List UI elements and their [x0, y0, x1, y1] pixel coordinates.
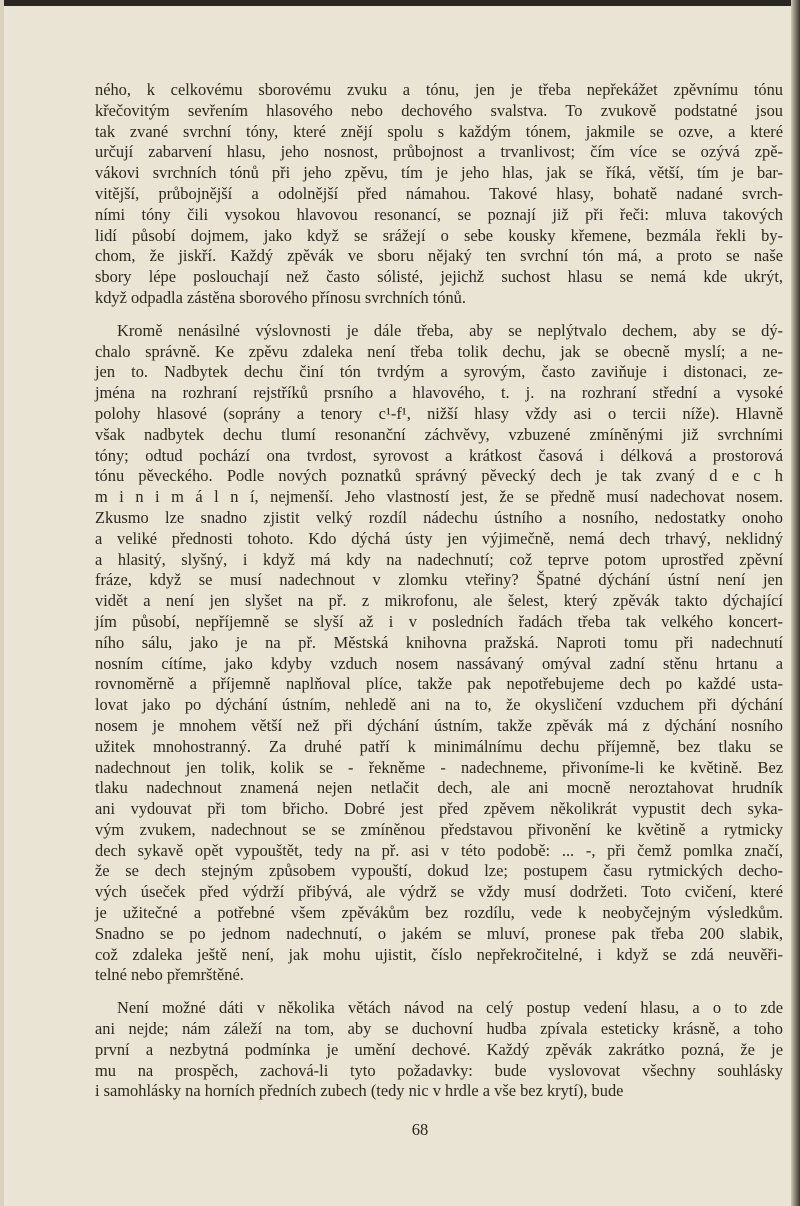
text-line: Kromě nenásilné výslovnosti je dále třeba, aby se neplýtvalo dechem, aby se dý- — [117, 320, 783, 340]
text-line: nadechnout jen tolik, kolik se - řekněme - nadechneme, přivoníme-li ke květině. Bez — [95, 757, 783, 777]
text-line: užitek mnohostranný. Za druhé patří k minimálnímu dechu příjemně, bez tlaku se — [95, 736, 783, 756]
text-line: polohy hlasové (soprány a tenory c¹-f¹, nižší hlasy vždy asi o tercii níže). Hlavně — [95, 403, 783, 423]
text-line: první a nezbytná podmínka je umění dechové. Každý zpěvák zakrátko pozná, že je — [95, 1039, 783, 1059]
paragraph — [95, 998, 783, 1102]
text-line: fráze, když se musí nadechnout v zlomku vteřiny? Špatné dýchání ústní není jen — [95, 570, 783, 590]
text-line: vým zvukem, nadechnout se se zmíněnou představou přivonění ke květině a rytmicky — [95, 819, 783, 839]
text-line: že se dech stejným způsobem vypouští, dokud lze; postupem času rytmických decho- — [95, 861, 783, 881]
text-line: však nadbytek dechu tlumí resonanční záchvěvy, vzbuzené zmíněnými již svrchními — [95, 424, 783, 444]
text-line: Snadno se po jednom nadechnutí, o jakém se mluví, pronese pak třeba 200 slabik, — [95, 923, 783, 943]
text-line: dech sykavě opět vypouštět, tedy na př. asi v této podobě: ... -, při čemž pomlka značí, — [95, 840, 783, 860]
text-line: a veliké přednosti tohoto. Kdo dýchá ústy jen výjimečně, nemá dech trhavý, neklidný — [95, 528, 783, 548]
text-line: ního sálu, jako je na př. Městská knihovna pražská. Naproti tomu při nadechnutí — [95, 632, 783, 652]
text-line: ními tóny čili vysokou hlavovou resonancí, se poznají již při řeči: mluva takových — [95, 204, 783, 224]
text-line: vých úseček před výdrží přibývá, ale výdrž se vždy musí dodržeti. Toto cvičení, které — [95, 882, 783, 902]
page-number: 68 — [411, 1120, 429, 1139]
text-line: ani nejde; nám záleží na tom, aby se duchovní hudba zpívala esteticky krásně, a toho — [95, 1019, 783, 1039]
text-line: vákovi svrchních tónů při jeho zpěvu, tím je jeho hlas, jak se říká, větší, tím je bar- — [95, 163, 783, 183]
text-line: když odpadla zástěna sborového přínosu svrchních tónů. — [95, 287, 466, 307]
text-line: m i n i m á l n í, nejmenší. Jeho vlastností jest, že se předně musí nadechovat nosem. — [95, 487, 783, 507]
scan-right-edge — [791, 0, 800, 1206]
text-line: tlaku nadechnout znamená nejen netlačit dech, ale ani mocně neroztahovat hrudník — [95, 778, 783, 798]
text-line: určují zabarvení hlasu, jeho nosnost, průbojnost a trvanlivost; čím více se ozývá zpě- — [95, 142, 783, 162]
text-line: nosem je mnohem větší než při dýchání ústním, takže zpěvák má z dýchání nosního — [95, 715, 783, 735]
text-line: tóny; odtud pochází ona tvrdost, syrovost a krátkost časová i délková a prostorová — [95, 445, 783, 465]
paragraph — [95, 321, 783, 987]
text-line: vidět a není jen slyšet na př. z mikrofonu, ale šelest, který zpěvák takto dýchající — [95, 591, 783, 611]
text-line: i samohlásky na horních předních zubech (tedy nic v hrdle a vše bez krytí), bude — [95, 1081, 624, 1101]
text-line: jména na rozhraní rejstříků prsního a hlavového, t. j. na rozhraní střední a vysoké — [95, 383, 783, 403]
text-line: je užitečné a potřebné všem zpěvákům bez rozdílu, vede k neobyčejným výsledkům. — [95, 903, 783, 923]
text-line: mu na prospěch, zachová-li tyto požadavky: bude vyslovovat všechny souhlásky — [95, 1060, 783, 1080]
paragraph — [95, 80, 783, 309]
text-line: rovnoměrně a příjemně naplňoval plíce, takže pak nepotřebujeme dech po každé usta- — [95, 674, 783, 694]
text-line: chom, že jiskří. Každý zpěvák ve sboru nějaký ten svrchní tón má, a proto se naše — [95, 246, 783, 266]
scan-left-edge — [0, 0, 4, 1206]
text-line: lidí působí dojmem, jako když se srážejí o sebe kousky křemene, bezmála řekli by- — [95, 225, 783, 245]
text-line: jen to. Nadbytek dechu činí tón tvrdým a syrovým, často zaviňuje i distonaci, ze- — [95, 362, 783, 382]
text-line: chalo správně. Ke zpěvu zdaleka není třeba tolik dechu, jak se obecně myslí; a ne- — [95, 341, 783, 361]
text-line: Zkusmo lze snadno zjistit velký rozdíl nádechu ústního a nosního, nedostatky onoho — [95, 507, 783, 527]
text-line: tónu pěveckého. Podle nových poznatků správný pěvecký dech je tak zvaný d e c h — [95, 466, 783, 486]
page-body — [95, 80, 783, 1114]
text-line: ani vydouvat při tom břicho. Dobré jest před zpěvem několikrát vypustit dech syka- — [95, 799, 783, 819]
text-line: lovat jako po dýchání ústním, nehledě ani na to, že okysličení vzduchem při dýchání — [95, 695, 783, 715]
text-line: telné nebo přemrštěné. — [95, 965, 244, 985]
text-line: křečovitým sevřením hlasového nebo dechového svalstva. To zvukově podstatné jsou — [95, 100, 783, 120]
text-line: a hlasitý, slyšný, i když má kdy na nadechnutí; což teprve potom uprostřed zpěvní — [95, 549, 783, 569]
text-line: nosním cítíme, jako kdyby vzduch nosem nassávaný omýval zadní stěnu hrtanu a — [95, 653, 783, 673]
text-line: vitější, průbojnější a odolnější před námahou. Takové hlasy, bohatě nadané svrch- — [95, 183, 783, 203]
scan-top-border — [0, 0, 800, 6]
text-line: tak zvané svrchní tóny, které znějí spolu s každým tónem, jakmile se ozve, a které — [95, 121, 783, 141]
text-line: sbory lépe poslouchají než často sólisté, jejichž suchost hlasu se nemá kde ukrýt, — [95, 267, 783, 287]
text-line: jím působí, nepříjemně se slyší až i v posledních řadách třeba tak velkého koncert- — [95, 611, 783, 631]
text-line: ného, k celkovému sborovému zvuku a tónu, jen je třeba nepřekážet zpěvnímu tónu — [95, 80, 783, 99]
text-line: což zdaleka ještě není, jak mohu ujistit, číslo nepřekročitelné, i když se zdá neuvěři- — [95, 944, 783, 964]
text-line: Není možné dáti v několika větách návod na celý postup vedení hlasu, a o to zde — [117, 998, 783, 1018]
